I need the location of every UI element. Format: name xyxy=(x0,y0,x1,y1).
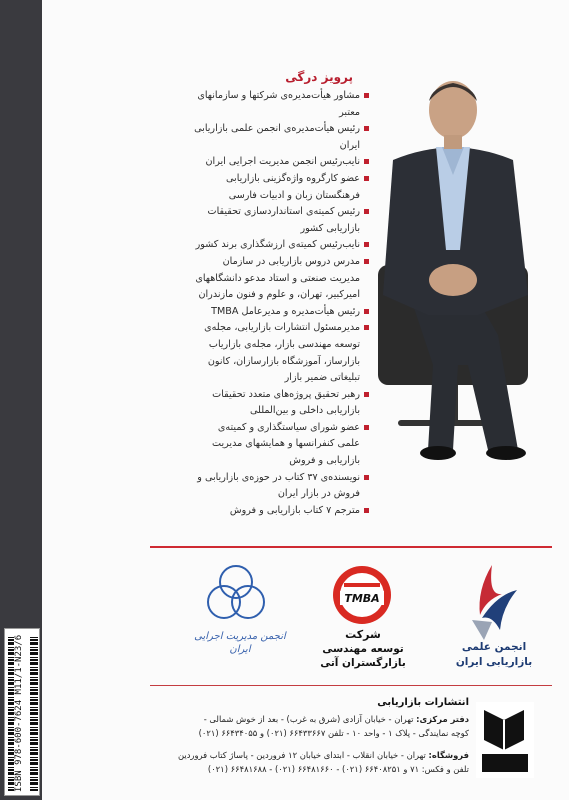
author-portrait xyxy=(358,65,548,465)
bullet-icon xyxy=(364,425,369,430)
mgmt-association-script: انجمن مدیریت اجرایی ایران xyxy=(194,631,286,655)
bullet-icon xyxy=(364,259,369,264)
publisher-office-line1: دفتر مرکزی: تهران - خیابان آزادی (شرق به غرب) - بعد از خوش شمالی - xyxy=(203,714,469,724)
bio-item: رهبر تحقیق پروژه‌های متعدد تحقیقات بازاریابی داخلی و بین‌المللی xyxy=(193,387,369,420)
publisher-store-line2: تلفن و فکس: ۷۱ و ۶۶۴۰۸۲۵۱ (۰۲۱) - ۶۶۴۸۱۶۶۰ (۰۲۱) - ۶۶۴۸۱۶۸۸ (۰۲۱) xyxy=(207,764,469,774)
author-bio-list xyxy=(193,88,369,519)
bio-item: نایب‌رئیس انجمن مدیریت اجرایی ایران xyxy=(193,154,369,171)
bio-item: رئیس هیأت‌مدیره‌ی انجمن علمی بازاریابی ایران xyxy=(193,121,369,154)
tmba-logo-mark: TMBA xyxy=(344,592,380,605)
author-name: پرویز درگی xyxy=(285,70,353,84)
tmba-line3: بازارگستران آتی xyxy=(320,657,406,669)
bio-item: مترجم ۷ کتاب بازاریابی و فروش xyxy=(193,503,369,520)
mgmt-association-logo-icon xyxy=(203,562,269,624)
barcode-number: ISBN 978-600-7624 M11/1-N23/6 xyxy=(14,632,30,792)
bullet-icon xyxy=(364,392,369,397)
divider-thin xyxy=(150,685,552,686)
association-logo-line2: بازاریابی ایران xyxy=(455,656,533,668)
divider-red xyxy=(150,546,552,548)
bullet-icon xyxy=(364,242,369,247)
tmba-line1: شرکت xyxy=(345,628,381,641)
association-logo-line1: انجمن علمی xyxy=(461,641,527,653)
bio-item: رئیس هیأت‌مدیره و مدیرعامل TMBA xyxy=(193,304,369,321)
bullet-icon xyxy=(364,159,369,164)
bio-item: عضو شورای سیاستگذاری و کمیته‌ی علمی کنفرانسها و همایشهای مدیریت بازاریابی و فروش xyxy=(193,420,369,470)
bio-item: رئیس کمیته‌ی استانداردسازی تحقیقات بازاریابی کشور xyxy=(193,204,369,237)
bio-item: مدیرمسئول انتشارات بازاریابی، مجله‌ی توسعه مهندسی بازار، مجله‌ی بازاریاب بازارساز، آموزشگاه بازارسازان، کانون تبلیغاتی ضمیر بازار xyxy=(193,320,369,386)
bullet-icon xyxy=(364,309,369,314)
publisher-name: انتشارات بازاریابی xyxy=(377,697,469,708)
association-logo-icon xyxy=(462,560,522,640)
bullet-icon xyxy=(364,126,369,131)
bio-item: نایب‌رئیس کمیته‌ی ارزشگذاری برند کشور xyxy=(193,237,369,254)
bullet-icon xyxy=(364,93,369,98)
tmba-line2: توسعه مهندسی xyxy=(322,643,404,655)
publisher-office-line2: کوچه نمایندگی - پلاک ۱ - واحد ۱۰ - تلفن ۶۶۴۳۳۶۶۷ (۰۲۱) و ۶۶۴۳۴۰۵۵ (۰۲۱) xyxy=(198,728,469,738)
bio-item: نویسنده‌ی ۳۷ کتاب در حوزه‌ی بازاریابی و فروش در بازار ایران xyxy=(193,470,369,503)
publisher-logo-icon xyxy=(474,700,536,780)
bio-item: مدرس دروس بازاریابی در سازمان مدیریت صنعتی و استاد مدعو دانشگاههای امیرکبیر، تهران، و علوم و فنون مازندران xyxy=(193,254,369,304)
bullet-icon xyxy=(364,176,369,181)
bullet-icon xyxy=(364,325,369,330)
publisher-store-line1: فروشگاه: تهران - خیابان انقلاب - ابتدای خیابان ۱۲ فروردین - پاساژ کتاب فروردین xyxy=(178,750,469,760)
bullet-icon xyxy=(364,508,369,513)
bullet-icon xyxy=(364,209,369,214)
bullet-icon xyxy=(364,475,369,480)
bio-item: مشاور هیأت‌مدیره‌ی شرکتها و سازمانهای معتبر xyxy=(193,88,369,121)
bio-item: عضو کارگروه واژه‌گزینی بازاریابی فرهنگستان زبان و ادبیات فارسی xyxy=(193,171,369,204)
